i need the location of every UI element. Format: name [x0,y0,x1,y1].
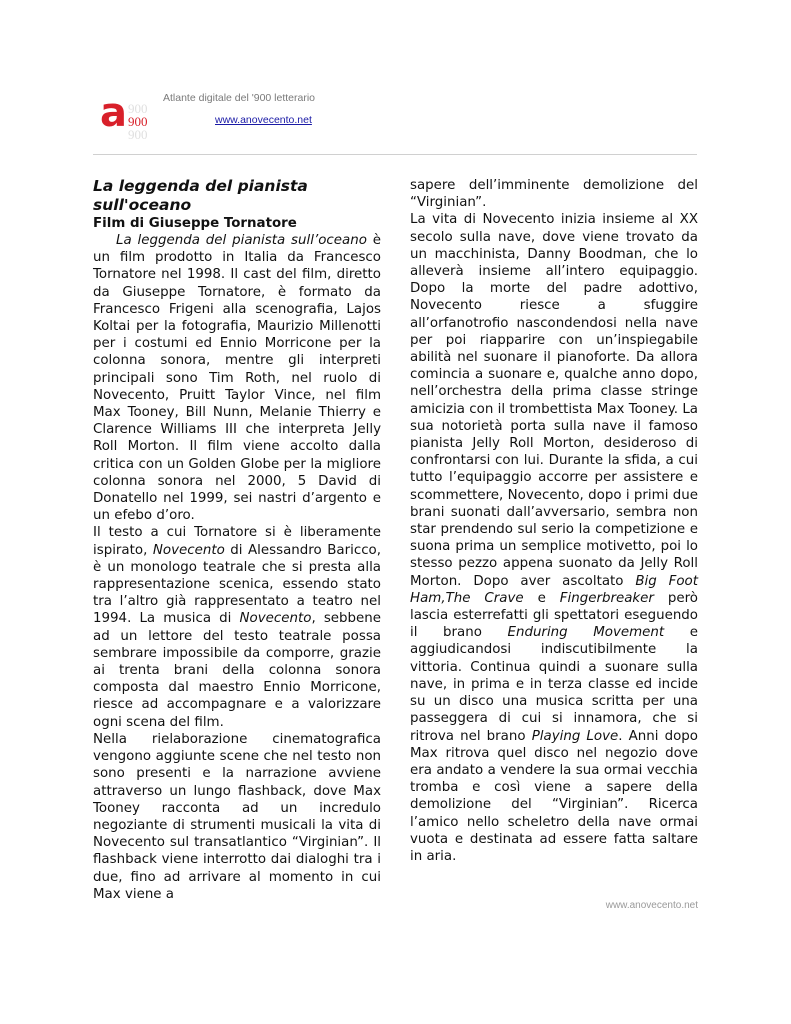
site-url-link[interactable]: www.anovecento.net [215,114,312,126]
film-title-italic: La leggenda del pianista sull’oceano [116,233,367,248]
svg-text:900: 900 [128,101,148,116]
article-subtitle: Film di Giuseppe Tornatore [93,216,297,231]
paragraph-2: Il testo a cui Tornatore si è liberamente ispirato, Novecento di Alessandro Baricco, è un monologo teatrale che si presta alla rappresentazione scenica, essendo stato tra l’altro già rappresentato a teatro nel 1994. La musica di Novecento, sebbene ad un lettore del testo teatrale possa sembrare impossibile da comporre, grazie ai trenta brani della colonna sonora composta dal maestro Ennio Morricone, riesce ad accompagnare e a valorizzare ogni scena del film. [93,525,381,730]
article-column-left [93,177,381,903]
paragraph-5: La vita di Novecento inizia insieme al XX secolo sulla nave, dove viene trovato da un macchinista, Danny Boodman, che lo alleverà insieme all’intero equipaggio. Dopo la morte del padre adottivo, Novecento riesce a sfuggire all’orfanotrofio nascondendosi nella nave per poi riapparire con un’inspiegabile abilità nel suonare il pianoforte. Da allora comincia a suonare e, qualche anno dopo, nell’orchestra della prima classe stringe amicizia con il trombettista Max Tooney. La sua notorietà porta sulla nave il famoso pianista Jelly Roll Morton, desideroso di confrontarsi con lui. Durante la sfida, a cui tutto l’equipaggio accorre per assistere e scommettere, Novecento, dopo i primi due brani suonati dall’avversario, sembra non star prendendo sul serio la competizione e suona prima un semplice motivetto, poi lo stesso pezzo appena suonato da Jelly Roll Morton. Dopo aver ascoltato Big Foot Ham,The Crave e Fingerbreaker però lascia esterrefatti gli spettatori eseguendo il brano Enduring Movement e aggiudicandosi indiscutibilmente la vittoria. Continua quindi a suonare sulla nave, in prima e in terza classe ed incide su un disco una musica scritta per una passeggera di cui si innamora, che si ritrova nel brano Playing Love. Anni dopo Max ritrova quel disco nel negozio dove era andato a vendere la sua ormai vecchia tromba e così viene a sapere della demolizione del “Virginian”. Ricerca l’amico nello scheletro della nave ormai vuota e destinata ad essere fatta saltare in aria. [410,212,698,864]
footer-url: www.anovecento.net [605,900,698,911]
article-title: La leggenda del pianista sull'oceano [93,177,308,214]
site-logo [90,96,160,144]
logo-letter: a [100,96,127,136]
paragraph-1: La leggenda del pianista sull’oceano è un film prodotto in Italia da Francesco Tornatore nel 1998. Il cast del film, diretto da Giuseppe Tornatore, è formato da Francesco Frigeni alla scenografia, Lajos Koltai per la fotografia, Maurizio Millenotti per i costumi ed Ennio Morricone per la colonna sonora, mentre gli interpreti principali sono Tim Roth, nel ruolo di Novecento, Pruitt Taylor Vince, nel film Max Tooney, Bill Nunn, Melanie Thierry e Clarence Williams III che interpreta Jelly Roll Morton. Il film viene accolto dalla critica con un Golden Globe per la migliore colonna sonora nel 2000, 5 David di Donatello nel 1999, sei nastri d’argento e un efebo d’oro. [93,233,381,524]
paragraph-4: sapere dell’imminente demolizione del “Virginian”. [410,178,698,211]
header-divider [93,154,697,155]
logo-number: 900 [128,114,148,129]
paragraph-3: Nella rielaborazione cinematografica vengono aggiunte scene che nel testo non sono presenti e la narrazione avviene attraverso un lungo flashback, dove Max Tooney racconta ad un incredulo negoziante di strumenti musicali la vita di Novecento sul transatlantico “Virginian”. Il flashback viene interrotto dai dialoghi tra i due, fino ad arrivare al momento in cui Max viene a [93,731,381,902]
article-column-right [410,177,698,865]
site-tagline: Atlante digitale del '900 letterario [163,92,316,104]
svg-text:900: 900 [128,127,148,142]
